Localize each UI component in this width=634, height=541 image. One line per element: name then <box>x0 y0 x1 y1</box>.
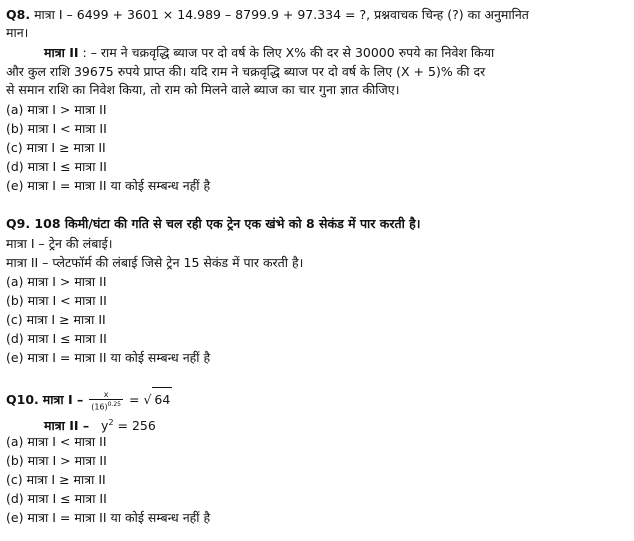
q8-quantity-1-text: मात्रा I – 6499 + 3601 × 14.989 – 8799.9 + 97.334 = ?, प्रश्नवाचक चिन्ह (?) का अनुमानित <box>34 7 529 22</box>
q8-quantity-2-text: : – राम ने चक्रवृद्धि ब्याज पर दो वर्ष के लिए X% की दर से 30000 रुपये का निवेश किया <box>82 45 495 60</box>
q10-quantity-2-label: मात्रा II – <box>44 418 90 434</box>
q9-option-c: (c) मात्रा I ≥ मात्रा II <box>6 312 106 327</box>
q10-fraction <box>89 390 123 412</box>
q10-line-1 <box>6 387 626 412</box>
q10-option-a: (a) मात्रा I < मात्रा II <box>6 434 107 449</box>
q8-line-2: मान। <box>6 25 29 40</box>
q9-option-b: (b) मात्रा I < मात्रा II <box>6 293 107 308</box>
q8-option-c: (c) मात्रा I ≥ मात्रा II <box>6 140 106 155</box>
q10-q2-rhs: = 256 <box>117 418 156 434</box>
q8-quantity-2-line-3: से समान राशि का निवेश किया, तो राम को मिलने वाले ब्याज का चार गुना ज्ञात कीजिए। <box>6 82 400 97</box>
q10-fraction-denominator <box>89 400 123 412</box>
q8-quantity-2-line <box>44 44 626 62</box>
q10-option-b: (b) मात्रा I > मात्रा II <box>6 453 107 468</box>
q10-den-exponent: 0.25 <box>107 400 121 408</box>
q8-quantity-2-label: मात्रा II <box>44 45 79 60</box>
q10-den-base: (16) <box>91 402 108 412</box>
q8-option-d: (d) मात्रा I ≤ मात्रा II <box>6 159 107 174</box>
q8-option-b: (b) मात्रा I < मात्रा II <box>6 121 107 136</box>
q10-option-e: (e) मात्रा I = मात्रा II या कोई सम्बन्ध नहीं है <box>6 510 211 525</box>
q10-sqrt-value: 64 <box>152 387 172 412</box>
q9-option-e: (e) मात्रा I = मात्रा II या कोई सम्बन्ध नहीं है <box>6 350 211 365</box>
q8-number: Q8. <box>6 7 31 22</box>
q9-option-d: (d) मात्रा I ≤ मात्रा II <box>6 331 107 346</box>
q9-quantity-1: मात्रा I – ट्रेन की लंबाई। <box>6 236 113 251</box>
q10-q2-exponent: 2 <box>108 418 114 427</box>
q9-question: Q9. 108 किमी/घंटा की गति से चल रही एक ट्रेन एक खंभे को 8 सेकंड में पार करती है। <box>6 216 421 231</box>
q8-line-1 <box>6 6 626 24</box>
q10-fraction-numerator: x <box>89 390 123 400</box>
q9-quantity-2: मात्रा II – प्लेटफॉर्म की लंबाई जिसे ट्रेन 15 सेकंड में पार करती है। <box>6 255 304 270</box>
q10-option-d: (d) मात्रा I ≤ मात्रा II <box>6 491 107 506</box>
q10-quantity-1-label: मात्रा I – <box>42 392 84 407</box>
q8-option-a: (a) मात्रा I > मात्रा II <box>6 102 107 117</box>
q10-number: Q10. <box>6 392 39 407</box>
q10-q2-var: y <box>101 418 109 434</box>
q10-equals: = <box>128 392 140 407</box>
q10-sqrt-sign: √ <box>143 392 152 407</box>
q9-option-a: (a) मात्रा I > मात्रा II <box>6 274 107 289</box>
q8-quantity-2-line-2: और कुल राशि 39675 रुपये प्राप्त की। यदि राम ने चक्रवृद्धि ब्याज पर दो वर्ष के लिए (X + 5)% की दर <box>6 64 486 79</box>
q8-option-e: (e) मात्रा I = मात्रा II या कोई सम्बन्ध नहीं है <box>6 178 211 193</box>
q10-option-c: (c) मात्रा I ≥ मात्रा II <box>6 472 106 487</box>
q10-line-2 <box>44 414 626 435</box>
